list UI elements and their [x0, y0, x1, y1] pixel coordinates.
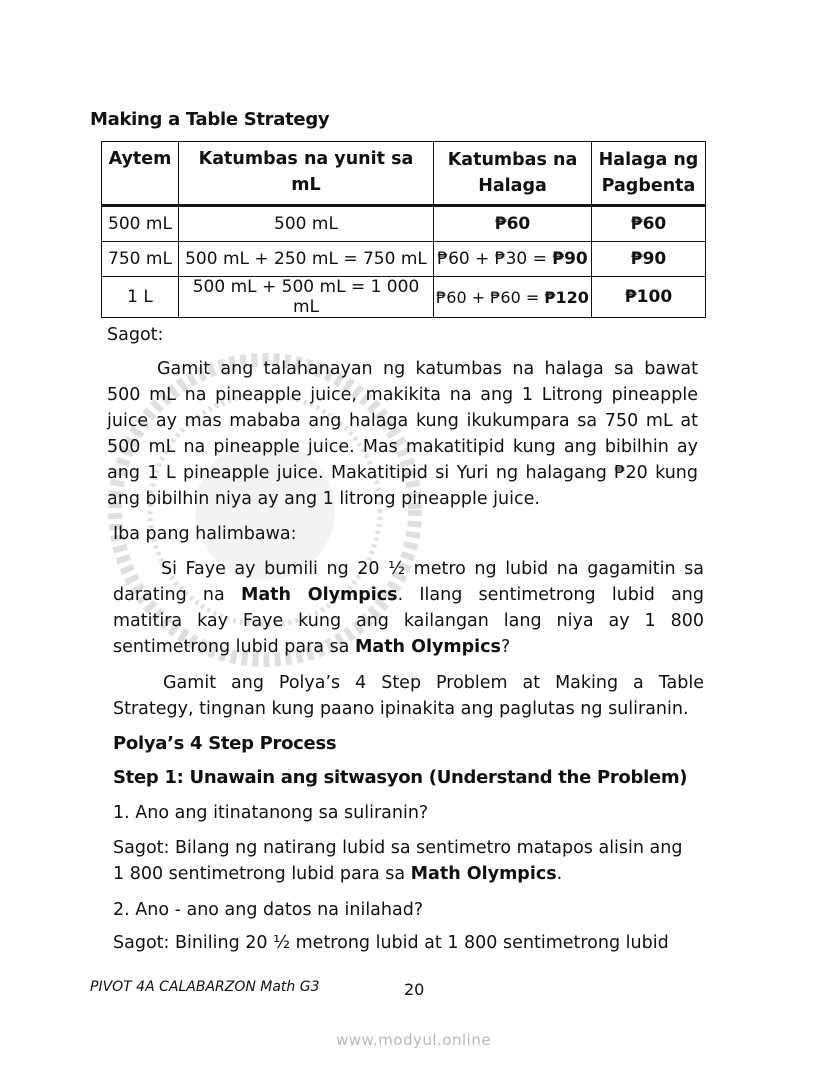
cell-item: 750 mL	[102, 242, 179, 277]
table-row	[102, 277, 706, 318]
cell-item: 1 L	[102, 277, 179, 318]
table-row	[102, 242, 706, 277]
cell-value: ₱60 + ₱30 = ₱90	[434, 242, 592, 277]
cell-value: ₱60	[434, 206, 592, 242]
answer-2: Sagot: Biniling 20 ½ metrong lubid at 1 800 sentimetrong lubid	[113, 933, 669, 953]
table-row	[102, 206, 706, 242]
answer-1: Sagot: Bilang ng natirang lubid sa sentimetro matapos alisin ang 1 800 sentimetrong lubid para sa Math Olympics.	[113, 838, 683, 884]
cell-equivalent: 500 mL + 250 mL = 750 mL	[179, 242, 434, 277]
question-2: 2. Ano - ano ang datos na inilahad?	[113, 900, 424, 920]
table-header-price: Halaga ng Pagbenta	[592, 142, 706, 206]
polya-heading: Polya’s 4 Step Process	[113, 733, 337, 754]
question-1: 1. Ano ang itinatanong sa suliranin?	[113, 803, 429, 823]
other-example-label: Iba pang halimbawa:	[113, 524, 297, 544]
section-heading: Making a Table Strategy	[90, 109, 330, 130]
cell-equivalent: 500 mL	[179, 206, 434, 242]
cell-value: ₱60 + ₱60 = ₱120	[434, 277, 592, 318]
answer-label: Sagot:	[107, 325, 164, 345]
table-header-row	[102, 142, 706, 206]
cell-price: ₱90	[592, 242, 706, 277]
cell-item: 500 mL	[102, 206, 179, 242]
cell-price: ₱60	[592, 206, 706, 242]
example-problem: Si Faye ay bumili ng 20 ½ metro ng lubid na gagamitin sa darating na Math Olympics. Ilang sentimetrong lubid ang matitira kay Faye kung ang kailangan lang niya ay 1 800 sentimetrong lubid para sa Math Olympics?	[113, 559, 705, 657]
footer-course-label: PIVOT 4A CALABARZON Math G3	[90, 979, 320, 995]
answer-paragraph: Gamit ang talahanayan ng katumbas na halaga sa bawat 500 mL na pineapple juice, makikita na ang 1 Litrong pineapple juice ay mas mababa ang halaga kung ikukumpara sa 750 mL at 500 mL na pineapple juice. Mas makatitipid kung ang bibilhin ay ang 1 L pineapple juice. Makatitipid si Yuri ng halagang ₱20 kung ang bibilhin niya ay ang 1 litrong pineapple juice.	[107, 359, 698, 509]
page-number: 20	[404, 980, 425, 999]
cell-price: ₱100	[592, 277, 706, 318]
polya-intro: Gamit ang Polya’s 4 Step Problem at Making a Table Strategy, tingnan kung paano ipinakita ang paglutas ng suliranin.	[113, 673, 704, 719]
table-header-equivalent: Katumbas na yunit sa mL	[179, 142, 434, 206]
price-table	[101, 141, 706, 318]
table-header-value: Katumbas na Halaga	[434, 142, 592, 206]
cell-equivalent: 500 mL + 500 mL = 1 000 mL	[179, 277, 434, 318]
step1-heading: Step 1: Unawain ang sitwasyon (Understand the Problem)	[113, 767, 688, 788]
table-header-item: Aytem	[102, 142, 179, 206]
site-watermark: www.modyul.online	[336, 1031, 492, 1049]
